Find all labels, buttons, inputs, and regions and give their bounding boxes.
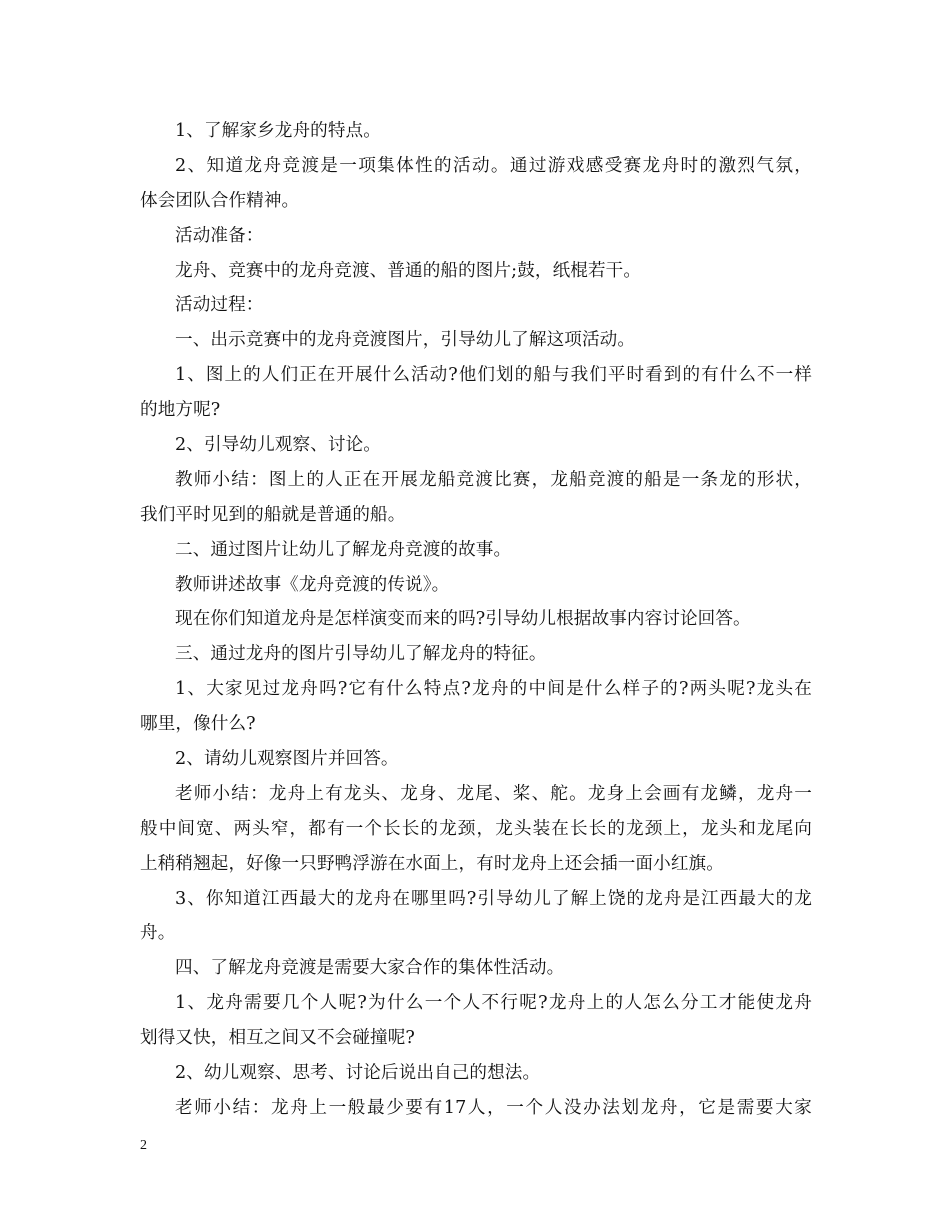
paragraph-line: 哪里，像什么? [140,714,256,735]
paragraph-line: 龙舟、竞赛中的龙舟竞渡、普通的船的图片;鼓，纸棍若干。 [175,260,642,281]
document-body [140,114,812,1126]
section-heading: 二、通过图片让幼儿了解龙舟竞渡的故事。 [175,539,512,560]
section-heading: 一、出示竞赛中的龙舟竞渡图片，引导幼儿了解这项活动。 [175,330,636,351]
paragraph-line: 1、大家见过龙舟吗?它有什么特点?龙舟的中间是什么样子的?两头呢?龙头在 [175,679,812,700]
paragraph-line: 般中间宽、两头窄，都有一个长长的龙颈，龙头装在长长的龙颈上，龙头和龙尾向 [140,818,812,839]
paragraph-line: 2、幼儿观察、思考、讨论后说出自己的想法。 [175,1063,541,1084]
paragraph-line: 老师小结：龙舟上有龙头、龙身、龙尾、桨、舵。龙身上会画有龙鳞，龙舟一 [175,783,812,804]
paragraph-line: 上稍稍翘起，好像一只野鸭浮游在水面上，有时龙舟上还会插一面小红旗。 [140,853,724,874]
paragraph-line: 老师小结：龙舟上一般最少要有17人，一个人没办法划龙舟，它是需要大家 [175,1097,812,1118]
paragraph-line: 2、知道龙舟竞渡是一项集体性的活动。通过游戏感受赛龙舟时的激烈气氛， [175,155,812,176]
paragraph-line: 1、龙舟需要几个人呢?为什么一个人不行呢?龙舟上的人怎么分工才能使龙舟 [175,993,812,1014]
paragraph-line: 体会团队合作精神。 [140,190,300,211]
paragraph-line: 2、引导幼儿观察、讨论。 [175,435,381,456]
section-heading: 三、通过龙舟的图片引导幼儿了解龙舟的特征。 [175,644,547,665]
paragraph-line: 教师讲述故事《龙舟竞渡的传说》。 [175,574,450,595]
paragraph-line: 3、你知道江西最大的龙舟在哪里吗?引导幼儿了解上饶的龙舟是江西最大的龙 [175,888,812,909]
paragraph-line: 2、请幼儿观察图片并回答。 [175,749,399,770]
paragraph-line: 教师小结：图上的人正在开展龙船竞渡比赛，龙船竞渡的船是一条龙的形状， [175,469,812,490]
section-heading: 活动准备： [175,225,264,246]
paragraph-line: 现在你们知道龙舟是怎样演变而来的吗?引导幼儿根据故事内容讨论回答。 [175,609,751,630]
paragraph-line: 1、图上的人们正在开展什么活动?他们划的船与我们平时看到的有什么不一样 [175,365,812,386]
paragraph-line: 1、了解家乡龙舟的特点。 [175,121,381,141]
paragraph-line: 我们平时见到的船就是普通的船。 [140,504,406,525]
section-heading: 活动过程： [175,295,264,316]
page-number: 2 [140,1138,147,1153]
paragraph-line: 的地方呢? [140,400,221,421]
paragraph-line: 舟。 [140,923,176,944]
paragraph-line: 划得又快，相互之间又不会碰撞呢? [140,1028,415,1049]
section-heading: 四、了解龙舟竞渡是需要大家合作的集体性活动。 [175,958,565,979]
